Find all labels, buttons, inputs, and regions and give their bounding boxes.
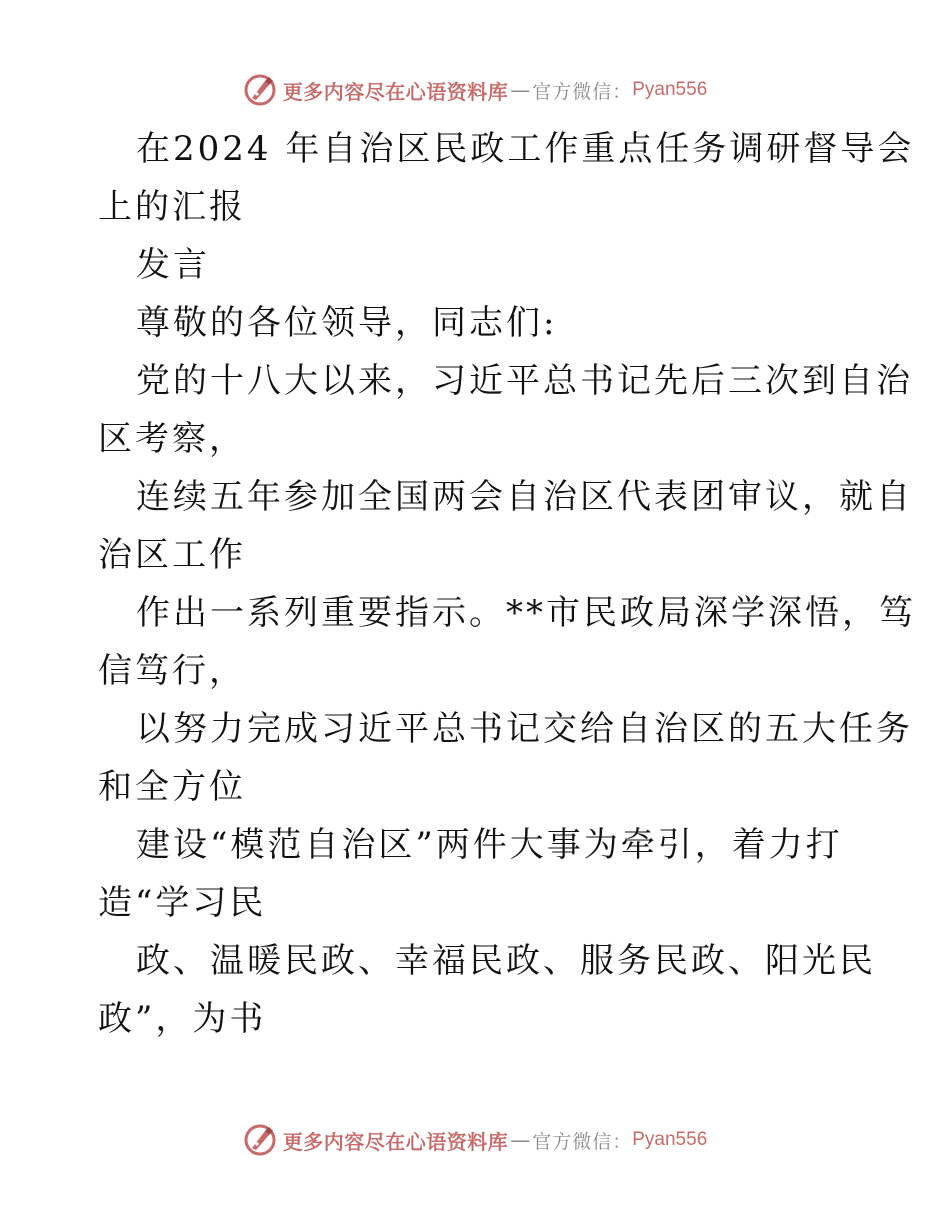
pen-nib-circle-icon	[243, 73, 277, 107]
pen-nib-circle-icon	[243, 1123, 277, 1157]
salutation: 尊敬的各位领导，同志们:	[136, 303, 558, 343]
paragraph-line: 以努力完成习近平总书记交给自治区的五大任务	[136, 709, 913, 749]
paragraph-line: 治区工作	[98, 535, 246, 575]
watermark-wechat-label: 官方微信：	[532, 1130, 633, 1153]
watermark-wechat-id: Pyan556	[632, 79, 708, 100]
paragraph-line: 区考察，	[98, 419, 246, 459]
watermark-text: 更多内容尽在心语资料库	[282, 79, 509, 104]
watermark-text: 更多内容尽在心语资料库	[282, 1129, 509, 1154]
watermark-wechat-id: Pyan556	[632, 1129, 708, 1150]
footer-watermark	[0, 1120, 950, 1160]
title-line-2: 上的汇报	[98, 187, 246, 227]
paragraph-line: 造“学习民	[98, 883, 267, 923]
watermark-wechat-label: 官方微信：	[532, 80, 633, 103]
watermark-separator: —	[510, 78, 531, 102]
paragraph-line: 作出一系列重要指示。**市民政局深学深悟，笃	[136, 593, 916, 633]
paragraph-line: 信笃行，	[98, 651, 246, 691]
watermark-separator: —	[510, 1128, 531, 1152]
paragraph-line: 政”，为书	[98, 999, 267, 1039]
document-body	[98, 120, 916, 1048]
paragraph-line: 建设“模范自治区”两件大事为牵引，着力打	[136, 825, 843, 865]
paragraph-line: 政、温暖民政、幸福民政、服务民政、阳光民	[136, 941, 876, 981]
paragraph-line: 党的十八大以来，习近平总书记先后三次到自治	[136, 361, 913, 401]
paragraph-line: 和全方位	[98, 767, 246, 807]
title-line-3: 发言	[136, 245, 210, 285]
paragraph-line: 连续五年参加全国两会自治区代表团审议，就自	[136, 477, 913, 517]
header-watermark	[0, 70, 950, 110]
title-line-1: 在2024 年自治区民政工作重点任务调研督导会	[136, 129, 915, 169]
